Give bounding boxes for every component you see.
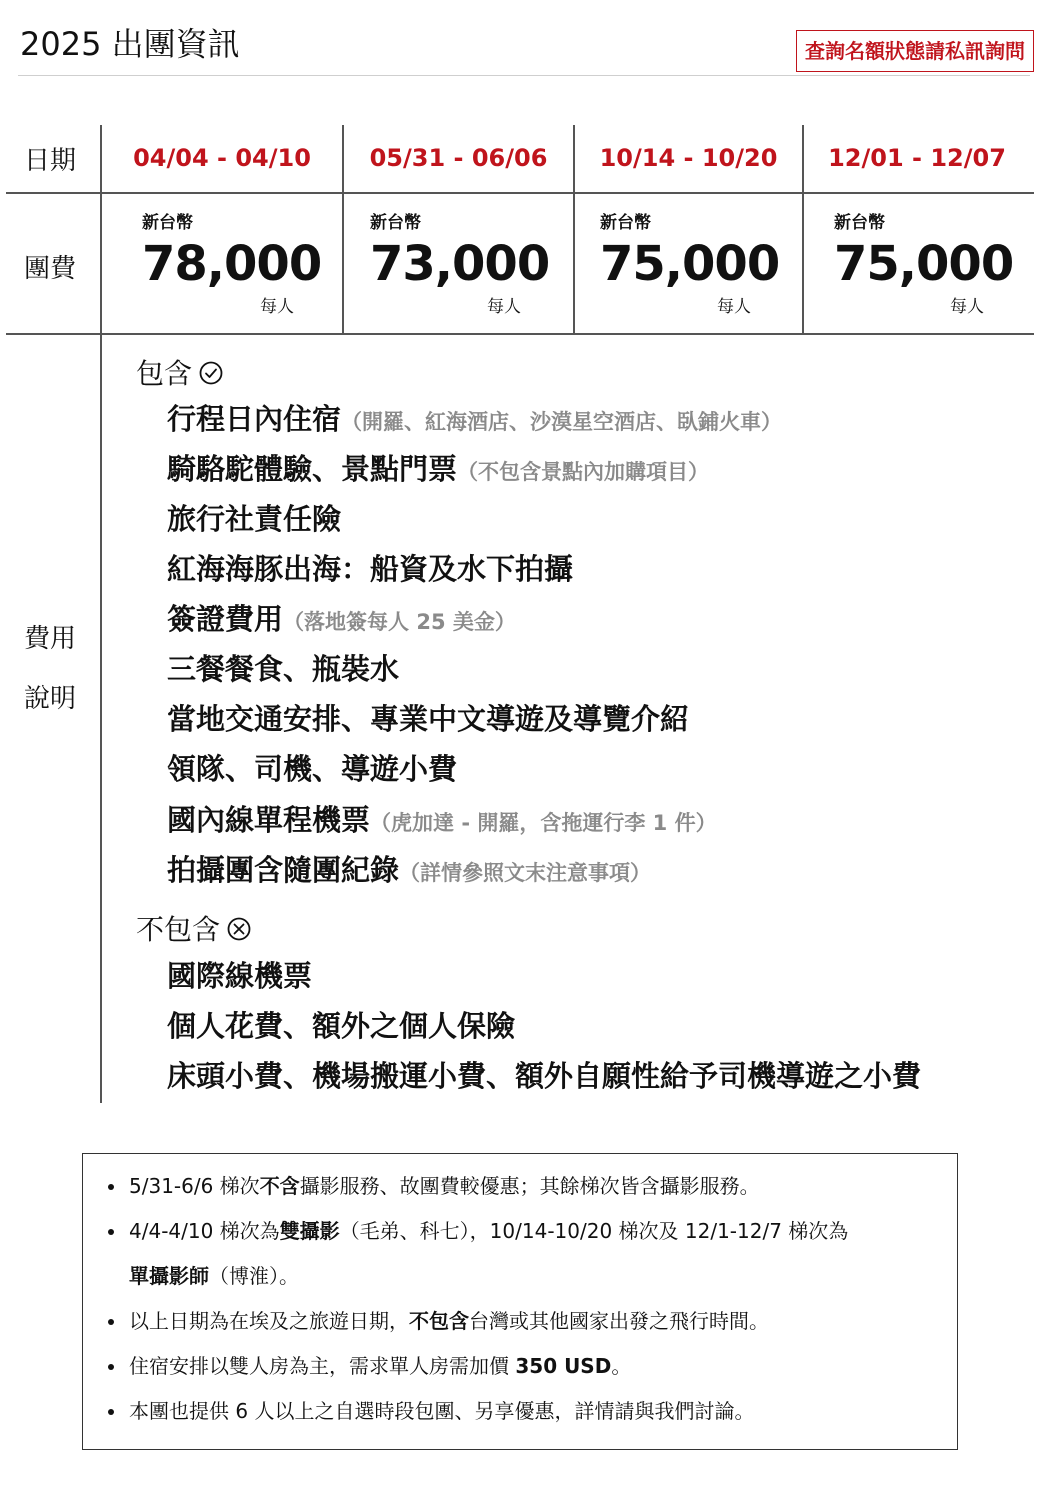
includes-label: 包含 <box>136 357 193 390</box>
row-label-date: 日期 <box>23 146 76 176</box>
inquire-badge: 查詢名額狀態請私訊詢問 <box>796 30 1034 72</box>
exclude-item <box>167 1006 515 1046</box>
row-label-cost-line1: 費用 <box>23 624 76 654</box>
departure-date: 05/31 - 06/06 <box>369 144 548 172</box>
price-amount: 75,000 <box>834 236 1014 292</box>
check-circle-icon <box>198 360 224 386</box>
price-cell <box>344 196 573 332</box>
exclude-item-text: 床頭小費、機場搬運小費、額外自願性給予司機導遊之小費 <box>167 1059 922 1093</box>
note-item: 以上日期為在埃及之旅遊日期，不包含台灣或其他國家出發之飛行時間。 <box>83 1299 957 1344</box>
price-unit: 每人 <box>487 297 521 317</box>
departure-date: 10/14 - 10/20 <box>599 144 778 172</box>
price-currency: 新台幣 <box>142 213 193 233</box>
include-item-text: 拍攝團含隨團紀錄 <box>167 853 400 887</box>
include-item <box>167 800 717 843</box>
include-item <box>167 749 457 789</box>
table-rule-date-bottom <box>6 192 1034 194</box>
price-unit: 每人 <box>260 297 294 317</box>
price-currency: 新台幣 <box>370 213 421 233</box>
include-item-note: （詳情參照文末注意事項） <box>399 861 652 885</box>
include-item-note: （不包含景點內加購項目） <box>457 460 710 484</box>
price-amount: 73,000 <box>370 236 550 292</box>
page-title: 2025 出團資訊 <box>20 25 240 63</box>
include-item <box>167 599 516 642</box>
include-item <box>167 399 782 442</box>
price-currency: 新台幣 <box>600 213 651 233</box>
notes-box <box>82 1153 958 1450</box>
excludes-heading <box>136 908 252 948</box>
exclude-item-text: 個人花費、額外之個人保險 <box>167 1009 516 1043</box>
price-amount: 78,000 <box>142 236 322 292</box>
note-item: 住宿安排以雙人房為主，需求單人房需加價 350 USD。 <box>83 1344 957 1389</box>
include-item <box>167 649 399 689</box>
include-item-text: 領隊、司機、導遊小費 <box>167 752 458 786</box>
include-item-text: 簽證費用 <box>167 602 284 636</box>
exclude-item <box>167 956 312 996</box>
include-item <box>167 549 573 589</box>
include-item <box>167 699 689 739</box>
price-amount: 75,000 <box>600 236 780 292</box>
include-item-text: 旅行社責任險 <box>167 502 342 536</box>
row-label-cost-line2: 說明 <box>23 684 76 714</box>
price-cell <box>804 196 1030 332</box>
note-item: 4/4-4/10 梯次為雙攝影（毛弟、科七），10/14-10/20 梯次及 12/1-12/7 梯次為 單攝影師（博淮）。 <box>83 1209 957 1299</box>
price-unit: 每人 <box>950 297 984 317</box>
include-item <box>167 499 341 539</box>
table-rule-fee-bottom <box>6 333 1034 335</box>
price-currency: 新台幣 <box>834 213 885 233</box>
note-item: 5/31-6/6 梯次不含攝影服務、故團費較優惠；其餘梯次皆含攝影服務。 <box>83 1164 957 1209</box>
include-item <box>167 850 651 893</box>
excludes-label: 不包含 <box>136 913 221 946</box>
include-item-note: （虎加達 - 開羅，含拖運行李 1 件） <box>370 811 717 835</box>
include-item-note: （開羅、紅海酒店、沙漠星空酒店、臥鋪火車） <box>341 410 783 434</box>
include-item-text: 國內線單程機票 <box>167 803 371 837</box>
price-cell <box>575 196 802 332</box>
include-item-text: 當地交通安排、專業中文導遊及導覽介紹 <box>167 702 690 736</box>
price-unit: 每人 <box>717 297 751 317</box>
include-item-text: 騎駱駝體驗、景點門票 <box>167 452 458 486</box>
include-item-text: 行程日內住宿 <box>167 402 342 436</box>
exclude-item-text: 國際線機票 <box>167 959 313 993</box>
row-label-fee: 團費 <box>23 254 76 284</box>
notes-list <box>83 1154 957 1434</box>
include-item-text: 三餐餐食、瓶裝水 <box>167 652 400 686</box>
price-cell <box>102 196 342 332</box>
departure-date: 04/04 - 04/10 <box>133 144 311 172</box>
departure-date: 12/01 - 12/07 <box>828 144 1006 172</box>
cross-circle-icon <box>226 916 252 942</box>
title-divider <box>18 75 1030 76</box>
note-item: 本團也提供 6 人以上之自選時段包團、另享優惠，詳情請與我們討論。 <box>83 1389 957 1434</box>
include-item-text: 紅海海豚出海：船資及水下拍攝 <box>167 552 574 586</box>
include-item <box>167 449 709 492</box>
includes-heading <box>136 352 224 392</box>
exclude-item <box>167 1056 921 1096</box>
include-item-note: （落地簽每人 25 美金） <box>283 610 516 634</box>
